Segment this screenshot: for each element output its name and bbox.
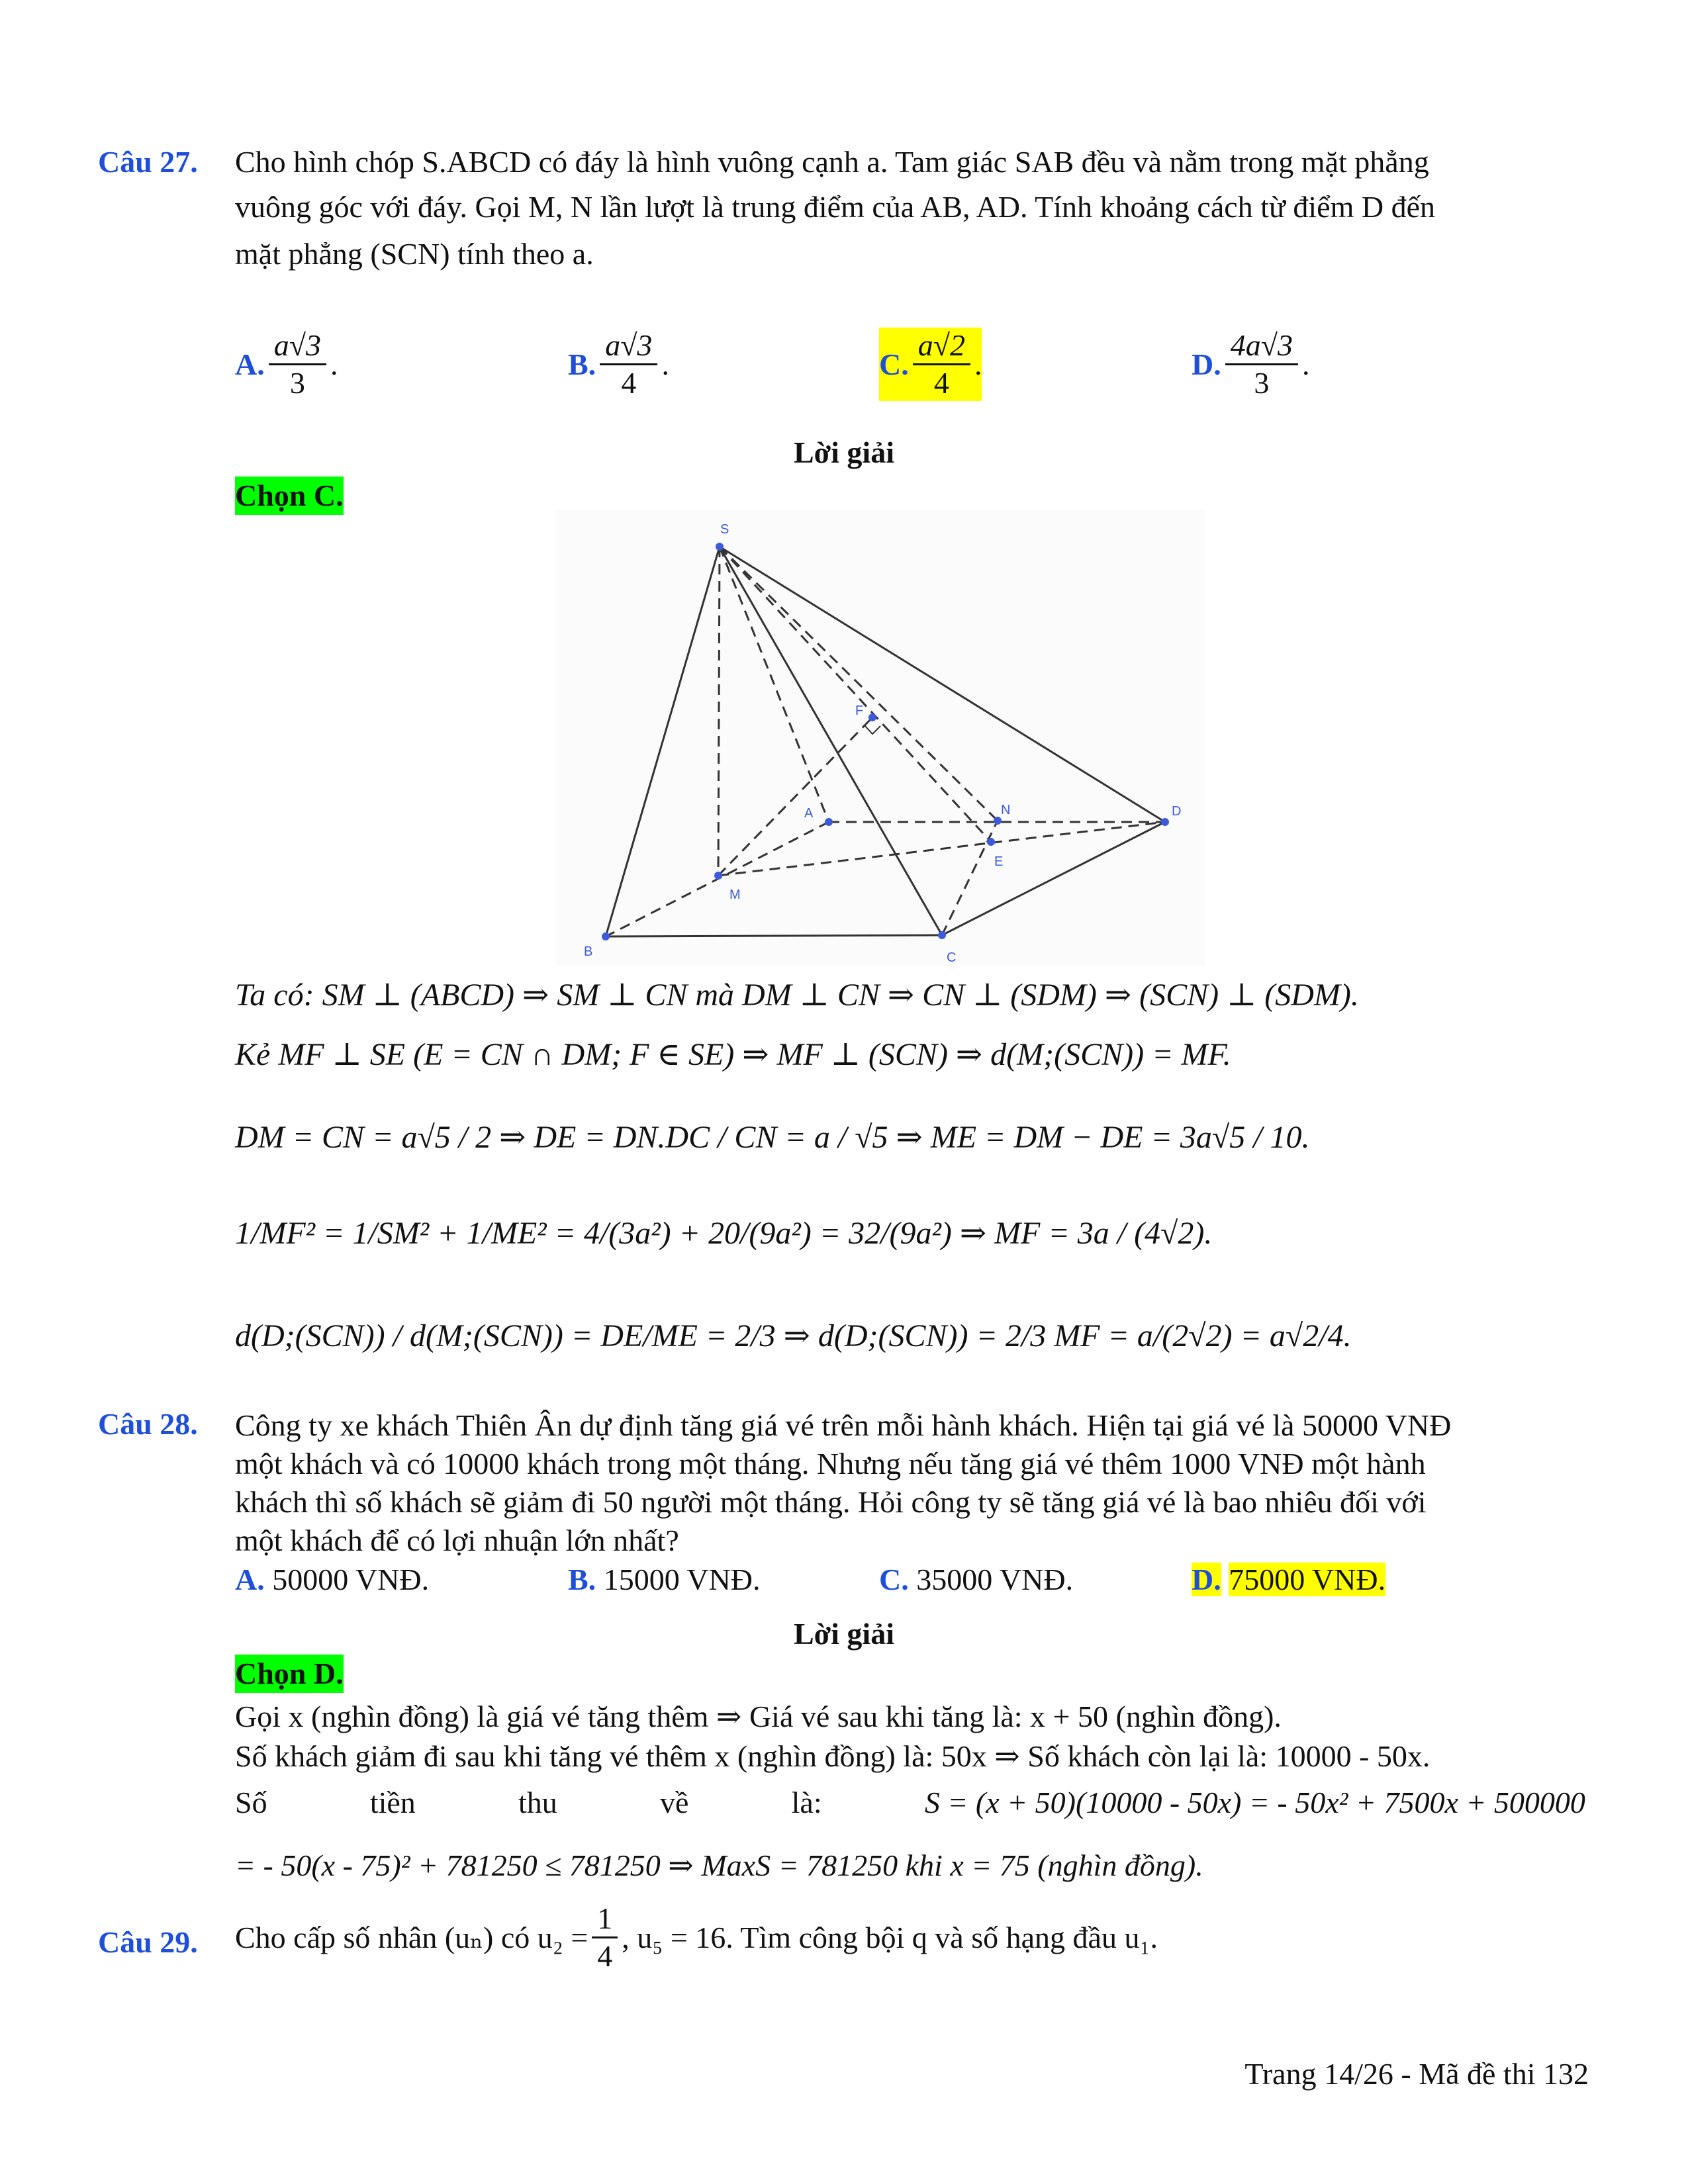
question-27-label: Câu 27.	[98, 145, 198, 179]
q28-option-a-label: A.	[235, 1563, 265, 1596]
q28-option-c[interactable]	[879, 1561, 1073, 1599]
option-c-label: C.	[879, 347, 909, 381]
q28-option-b[interactable]	[568, 1561, 761, 1599]
label-b: B	[584, 944, 593, 959]
q28-option-a-text: 50000 VNĐ.	[272, 1563, 430, 1596]
option-b-denominator: 4	[621, 366, 637, 400]
fraction-denominator: 4	[597, 1939, 613, 1973]
word-5: là:	[791, 1786, 822, 1819]
option-c[interactable]: C. $\frac{a√2}{4}$ .	[879, 328, 982, 400]
question-28-line-4: một khách để có lợi nhuận lớn nhất?	[235, 1524, 679, 1557]
solution-27-line-3: DM = CN = a√5 / 2 ⇒ DE = DN.DC / CN = a / √5 ⇒ ME = DM − DE = 3a√5 / 10.	[235, 1120, 1310, 1155]
solution-27-line-4: 1/MF² = 1/SM² + 1/ME² = 4/(3a²) + 20/(9a²) = 32/(9a²) ⇒ MF = 3a / (4√2).	[235, 1216, 1213, 1251]
label-f: F	[855, 704, 864, 718]
question-29-fraction	[592, 1901, 618, 1974]
option-d-fraction	[1225, 328, 1298, 401]
solution-title-27: Lời giải	[794, 435, 894, 469]
option-d-numerator: 4a√3	[1225, 328, 1298, 365]
question-27-line-1: Cho hình chóp S.ABCD có đáy là hình vuông cạnh a. Tam giác SAB đều và nằm trong mặt phẳng	[235, 145, 1429, 179]
option-a-fraction	[269, 328, 326, 401]
solution-27-line-5: d(D;(SCN)) / d(M;(SCN)) = DE/ME = 2/3 ⇒ d(D;(SCN)) = 2/3 MF = a/(2√2) = a√2/4.	[235, 1318, 1352, 1353]
option-c-denominator: 4	[933, 366, 949, 400]
q28-option-c-text: 35000 VNĐ.	[916, 1563, 1074, 1596]
q28-option-b-label: B.	[568, 1563, 596, 1596]
question-27-line-3: mặt phẳng (SCN) tính theo a.	[235, 237, 594, 271]
question-29-post: , u₅ = 16. Tìm công bội q và số hạng đầu u₁.	[622, 1920, 1158, 1954]
answer-choice-27: Chọn C.	[235, 477, 344, 515]
question-28-line-3: khách thì số khách sẽ giảm đi 50 người một tháng. Hỏi công ty sẽ tăng giá vé là bao nhiêu đối với	[235, 1485, 1427, 1519]
q28-option-a[interactable]	[235, 1561, 429, 1599]
question-29-pre: Cho cấp số nhân (uₙ) có u₂ =	[235, 1920, 588, 1954]
q28-option-d-label: D.	[1192, 1563, 1221, 1596]
option-a-label: A.	[235, 347, 265, 381]
option-c-numerator: a√2	[913, 328, 970, 365]
option-b-fraction	[600, 328, 657, 401]
option-d-denominator: 3	[1254, 366, 1270, 400]
option-a[interactable]: A. $\frac{a√3}{3}$ .	[235, 328, 338, 400]
question-29-label: Câu 29.	[98, 1925, 198, 1959]
figure-background	[556, 510, 1205, 966]
question-28-line-1: Công ty xe khách Thiên Ân dự định tăng giá vé trên mỗi hành khách. Hiện tại giá vé là 50000 VNĐ	[235, 1408, 1452, 1442]
point-f	[868, 713, 876, 721]
option-c-fraction	[913, 328, 970, 401]
label-a: A	[804, 806, 814, 821]
question-28-line-2: một khách và có 10000 khách trong một tháng. Nhưng nếu tăng giá vé thêm 1000 VNĐ một hành	[235, 1447, 1426, 1480]
edge-bc	[606, 935, 942, 936]
fraction-numerator: 1	[592, 1901, 618, 1938]
revenue-expression: S = (x + 50)(10000 - 50x) = - 50x² + 7500x + 500000	[924, 1786, 1585, 1819]
question-29-text	[235, 1901, 1158, 1974]
q28-option-b-text: 15000 VNĐ.	[603, 1563, 761, 1596]
question-27-line-2: vuông góc với đáy. Gọi M, N lần lượt là trung điểm của AB, AD. Tính khoảng cách từ điểm D đến	[235, 190, 1436, 224]
label-c: C	[947, 950, 957, 965]
option-a-numerator: a√3	[269, 328, 326, 365]
pyramid-figure	[556, 510, 1205, 966]
point-s	[716, 543, 724, 551]
q28-option-d-text: 75000 VNĐ.	[1229, 1563, 1386, 1596]
solution-28-line-2: Số khách giảm đi sau khi tăng vé thêm x (nghìn đồng) là: 50x ⇒ Số khách còn lại là: 10000 - 50x.	[235, 1739, 1430, 1773]
q28-option-d[interactable]	[1192, 1561, 1385, 1599]
answer-choice-28: Chọn D.	[235, 1655, 344, 1693]
solution-28-line-1: Gọi x (nghìn đồng) là giá vé tăng thêm ⇒ Giá vé sau khi tăng là: x + 50 (nghìn đồng).	[235, 1700, 1282, 1733]
question-28-label: Câu 28.	[98, 1407, 198, 1441]
point-e	[987, 838, 995, 846]
page-footer: Trang 14/26 - Mã đề thi 132	[1244, 2057, 1589, 2091]
word-4: về	[660, 1786, 689, 1819]
option-b-label: B.	[568, 347, 596, 381]
option-b[interactable]: B. $\frac{a√3}{4}$ .	[568, 328, 669, 400]
option-d-label: D.	[1192, 347, 1221, 381]
label-s: S	[720, 522, 729, 537]
option-a-denominator: 3	[289, 366, 305, 400]
option-d[interactable]: D. $\frac{4a√3}{3}$ .	[1192, 328, 1310, 400]
point-b	[602, 933, 610, 940]
label-e: E	[994, 854, 1004, 869]
label-n: N	[1001, 803, 1011, 817]
point-n	[994, 817, 1002, 825]
solution-title-28: Lời giải	[794, 1617, 894, 1651]
solution-27-line-2: Kẻ MF ⊥ SE (E = CN ∩ DM; F ∈ SE) ⇒ MF ⊥ (SCN) ⇒ d(M;(SCN)) = MF.	[235, 1037, 1231, 1072]
word-3: thu	[518, 1786, 557, 1819]
point-c	[938, 931, 946, 939]
solution-28-line-4: = - 50(x - 75)² + 781250 ≤ 781250 ⇒ MaxS = 781250 khi x = 75 (nghìn đồng).	[235, 1848, 1203, 1882]
label-d: D	[1172, 804, 1182, 819]
point-m	[714, 872, 722, 880]
solution-28-line-3	[235, 1784, 1585, 1822]
label-m: M	[729, 887, 741, 902]
word-2: tiền	[369, 1786, 416, 1819]
point-d	[1161, 818, 1169, 826]
word-1: Số	[235, 1786, 267, 1819]
point-a	[825, 818, 833, 826]
solution-27-line-1: Ta có: SM ⊥ (ABCD) ⇒ SM ⊥ CN mà DM ⊥ CN ⇒ CN ⊥ (SDM) ⇒ (SCN) ⊥ (SDM).	[235, 978, 1359, 1013]
option-b-numerator: a√3	[600, 328, 657, 365]
q28-option-c-label: C.	[879, 1563, 909, 1596]
